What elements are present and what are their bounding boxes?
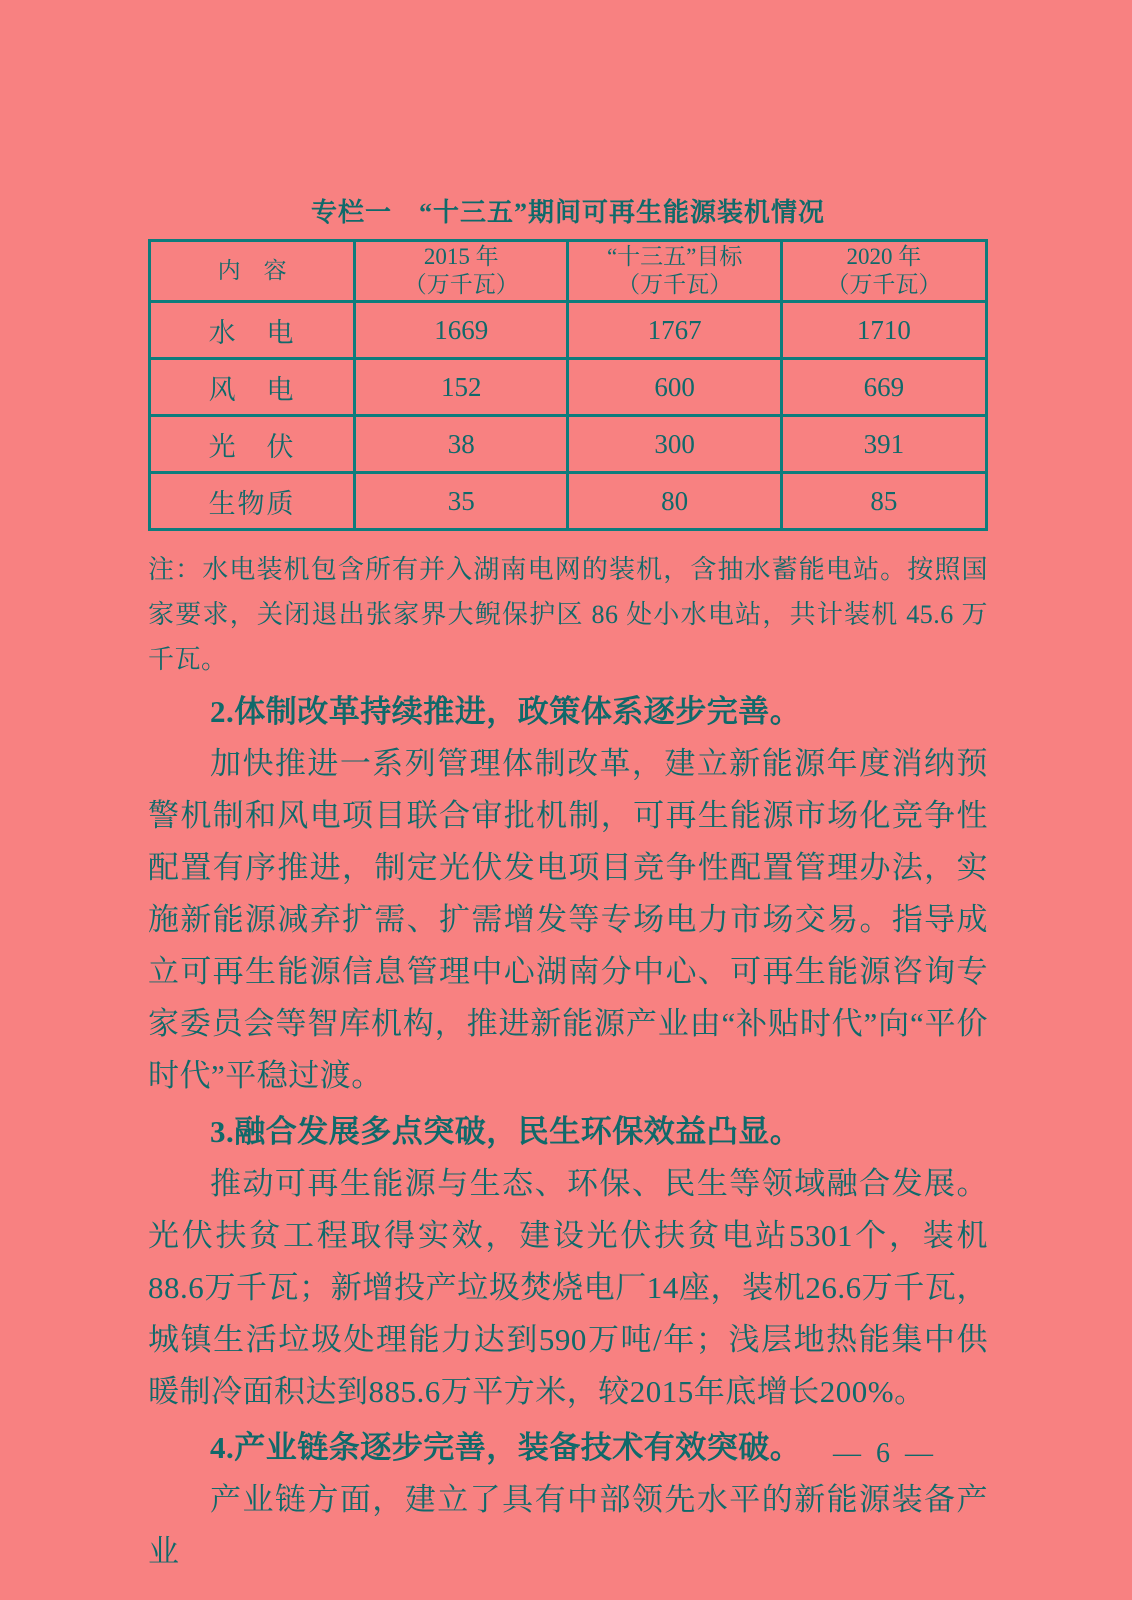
column-header-2015 [355,241,568,302]
section-heading-4: 4.产业链条逐步完善，装备技术有效突破。 [210,1430,802,1465]
row-label: 水 电 [150,302,355,359]
table-row-hydro [150,302,987,359]
capacity-table [148,239,988,531]
panel-title: 专栏一 “十三五”期间可再生能源装机情况 [310,198,825,227]
cell-target: 1767 [568,302,781,359]
cell-2015: 1669 [355,302,568,359]
row-label: 风 电 [150,359,355,416]
column-header-line1: 2020 年 [846,244,922,269]
row-label: 光 伏 [150,416,355,473]
cell-target: 300 [568,416,781,473]
section-heading-3: 3.融合发展多点突破，民生环保效益凸显。 [210,1114,802,1149]
table-row-wind [150,359,987,416]
page-number: — 6 — [833,1438,937,1469]
column-header-content [150,241,355,302]
table-header-row [150,241,987,302]
column-header-2020 [781,241,986,302]
section-paragraph-4: 产业链方面，建立了具有中部领先水平的新能源装备产业 [148,1482,988,1569]
cell-2015: 38 [355,416,568,473]
table-footnote: 注：水电装机包含所有并入湖南电网的装机，含抽水蓄能电站。按照国家要求，关闭退出张家界大鲵保护区 86 处小水电站，共计装机 45.6 万千瓦。 [148,555,988,674]
section-paragraph-3: 推动可再生能源与生态、环保、民生等领域融合发展。光伏扶贫工程取得实效，建设光伏扶贫电站5301个，装机88.6万千瓦；新增投产垃圾焚烧电厂14座，装机26.6万千瓦，城镇生活垃圾处理能力达到590万吨/年；浅层地热能集中供暖制冷面积达到885.6万平方米，较2015年底增长200%。 [148,1166,988,1409]
cell-2020: 85 [781,473,986,530]
cell-2015: 152 [355,359,568,416]
cell-target: 80 [568,473,781,530]
table-row-biomass [150,473,987,530]
column-header-line1: 内 容 [217,258,287,283]
column-header-target [568,241,781,302]
cell-2020: 1710 [781,302,986,359]
section-paragraph-2: 加快推进一系列管理体制改革，建立新能源年度消纳预警机制和风电项目联合审批机制，可再生能源市场化竞争性配置有序推进，制定光伏发电项目竞争性配置管理办法，实施新能源减弃扩需、扩需增发等专场电力市场交易。指导成立可再生能源信息管理中心湖南分中心、可再生能源咨询专家委员会等智库机构，推进新能源产业由“补贴时代”向“平价时代”平稳过渡。 [148,746,988,1093]
column-header-line1: 2015 年 [423,244,499,269]
section-heading-2: 2.体制改革持续推进，政策体系逐步完善。 [210,694,802,729]
cell-2015: 35 [355,473,568,530]
column-header-line2: （万千瓦） [617,272,733,297]
page-content [148,0,988,1578]
cell-2020: 669 [781,359,986,416]
cell-2020: 391 [781,416,986,473]
table-row-solar [150,416,987,473]
column-header-line2: （万千瓦） [826,272,942,297]
column-header-line2: （万千瓦） [403,272,519,297]
cell-target: 600 [568,359,781,416]
row-label: 生物质 [150,473,355,530]
column-header-line1: “十三五”目标 [606,244,743,269]
